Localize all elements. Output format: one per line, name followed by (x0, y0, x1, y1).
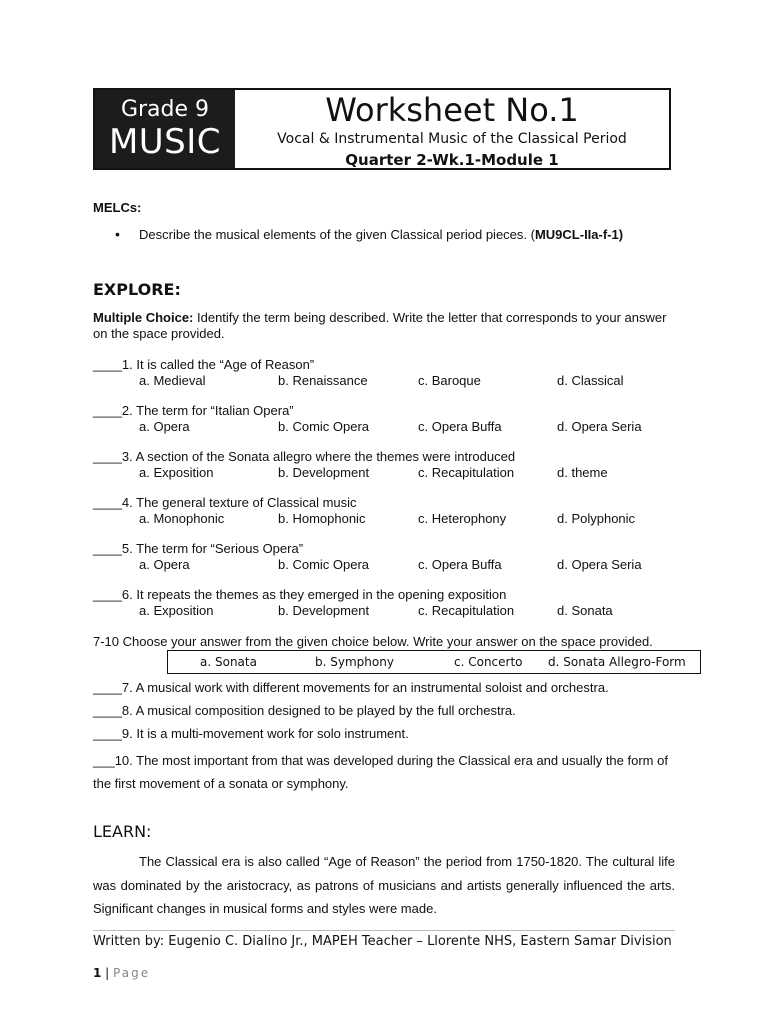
choice-c: c. Opera Buffa (418, 557, 502, 572)
choice-a: a. Exposition (139, 603, 214, 618)
question-choices (93, 603, 693, 619)
page-word: Page (113, 966, 151, 980)
learn-heading: LEARN: (93, 822, 152, 841)
bullet-icon: • (115, 226, 120, 242)
worksheet-subtitle: Vocal & Instrumental Music of the Classical Period (277, 131, 627, 147)
choice-d: d. Polyphonic (557, 511, 636, 526)
fill-item-9: ____9. It is a multi-movement work for solo instrument. (93, 726, 409, 741)
box-choice-b: b. Symphony (315, 655, 394, 669)
instruction-label: Multiple Choice: (93, 310, 194, 325)
explore-instruction (93, 310, 678, 342)
footer-divider (93, 930, 675, 931)
fill-item-8: ____8. A musical composition designed to be played by the full orchestra. (93, 703, 516, 718)
page-number-value: 1 (93, 966, 102, 980)
choice-d: d. Sonata (557, 603, 613, 618)
box-choice-c: c. Concerto (454, 655, 523, 669)
learn-paragraph: The Classical era is also called “Age of Reason” the period from 1750-1820. The cultural life was dominated by the aristocracy, as patrons of musicians and artists generally influenced the arts. Significant changes in musical forms and styles were made. (93, 854, 675, 916)
footer-author: Written by: Eugenio C. Dialino Jr., MAPEH Teacher – Llorente NHS, Eastern Samar Division (93, 934, 672, 949)
worksheet-header (93, 88, 671, 170)
choice-a: a. Opera (139, 557, 190, 572)
grade-label: Grade 9 (120, 97, 210, 122)
choice-d: d. Opera Seria (557, 419, 642, 434)
choice-b: b. Development (278, 465, 370, 480)
choice-c: c. Baroque (418, 373, 481, 388)
part2-instruction: 7-10 Choose your answer from the given choice below. Write your answer on the space provided. (93, 634, 653, 649)
question-choices (93, 373, 693, 389)
choice-c: c. Heterophony (418, 511, 507, 526)
page-separator: | (101, 966, 114, 980)
melcs-description: Describe the musical elements of the given Classical period pieces. ( (139, 227, 535, 242)
instruction-text: Identify the term being described. Write the letter that corresponds to your answer on the space provided. (93, 310, 667, 341)
melcs-text (139, 227, 623, 242)
question-stem: ____6. It repeats the themes as they emerged in the opening exposition (93, 587, 507, 602)
worksheet-title: Worksheet No.1 (325, 91, 579, 129)
fill-item-10: ___10. The most important from that was developed during the Classical era and usually the form of the first movement of a sonata or symphony. (93, 753, 668, 791)
fill-item-7: ____7. A musical work with different movements for an instrumental soloist and orchestra. (93, 680, 609, 695)
box-choice-d: d. Sonata Allegro-Form (548, 655, 686, 669)
question-choices (93, 465, 693, 481)
question-item (93, 587, 693, 619)
choice-b: b. Comic Opera (278, 557, 370, 572)
choice-d: d. Opera Seria (557, 557, 642, 572)
melcs-code: MU9CL-IIa-f-1) (534, 227, 624, 242)
question-choices (93, 557, 693, 573)
question-item (93, 495, 693, 527)
question-item (93, 449, 693, 481)
choice-b: b. Homophonic (278, 511, 366, 526)
choice-c: c. Opera Buffa (418, 419, 502, 434)
choice-b: b. Development (278, 603, 370, 618)
question-choices (93, 419, 693, 435)
choice-a: a. Opera (139, 419, 190, 434)
subject-label: MUSIC (108, 122, 222, 162)
question-stem: ____2. The term for “Italian Opera” (93, 403, 294, 418)
choice-box (167, 650, 701, 674)
explore-heading: EXPLORE: (93, 280, 181, 299)
question-item (93, 403, 693, 435)
choice-a: a. Monophonic (139, 511, 225, 526)
page-number (93, 966, 150, 980)
title-block (235, 90, 669, 168)
worksheet-quarter: Quarter 2-Wk.1-Module 1 (345, 151, 559, 169)
question-stem: ____4. The general texture of Classical music (93, 495, 357, 510)
choice-c: c. Recapitulation (418, 603, 515, 618)
choice-d: d. theme (557, 465, 608, 480)
question-stem: ____3. A section of the Sonata allegro where the themes were introduced (93, 449, 516, 464)
choice-c: c. Recapitulation (418, 465, 515, 480)
question-choices (93, 511, 693, 527)
choice-d: d. Classical (557, 373, 624, 388)
choice-b: b. Renaissance (278, 373, 368, 388)
choice-a: a. Medieval (139, 373, 206, 388)
grade-subject-block (95, 90, 235, 168)
question-item (93, 357, 693, 389)
choice-b: b. Comic Opera (278, 419, 370, 434)
question-stem: ____5. The term for “Serious Opera” (93, 541, 304, 556)
question-stem: ____1. It is called the “Age of Reason” (93, 357, 315, 372)
question-item (93, 541, 693, 573)
box-choice-a: a. Sonata (200, 655, 257, 669)
melcs-label: MELCs: (93, 200, 142, 215)
choice-a: a. Exposition (139, 465, 214, 480)
